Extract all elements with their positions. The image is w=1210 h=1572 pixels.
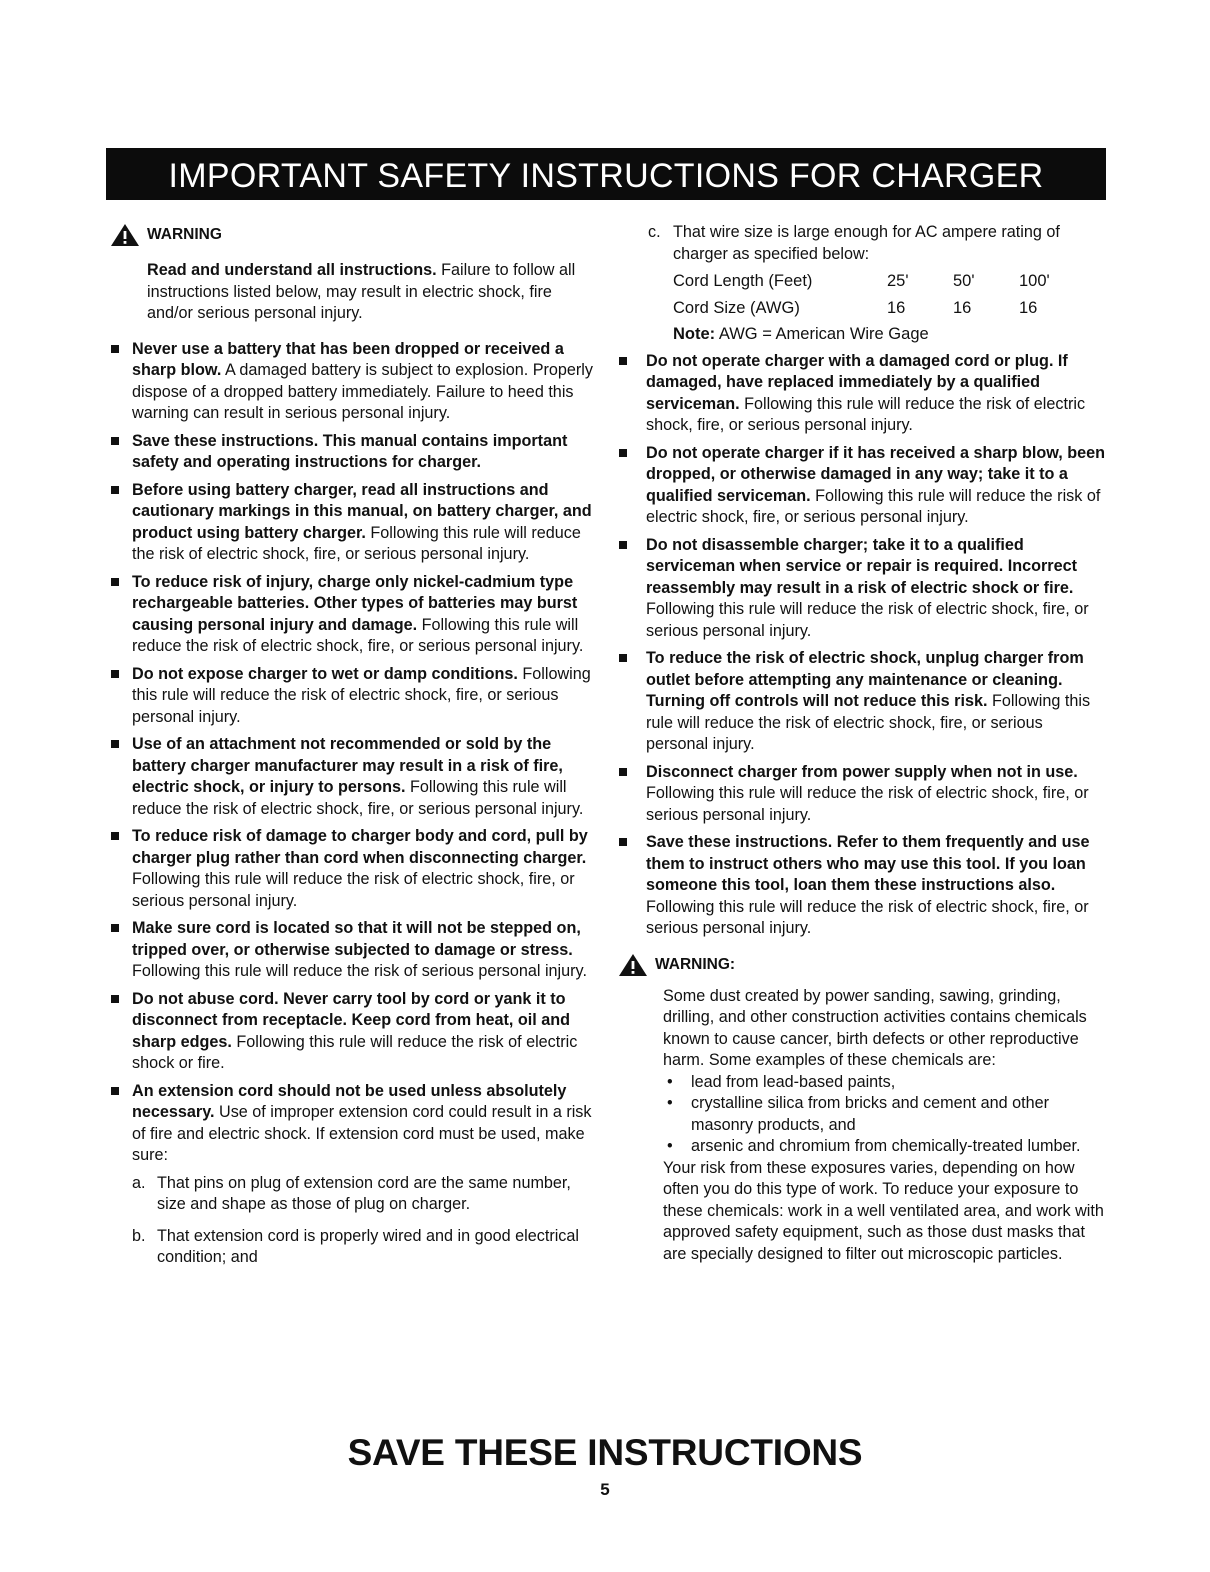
bullet-bold-text: To reduce risk of damage to charger body and cord, pull by charger plug rather than cord when disconnecting charger. (132, 827, 588, 867)
list-item (663, 1136, 1108, 1158)
save-instructions-heading: SAVE THESE INSTRUCTIONS (347, 1432, 863, 1473)
extension-item-c (648, 222, 1108, 265)
bullet-bold-text: To reduce risk of injury, charge only nickel-cadmium type rechargeable batteries. Other types of batteries may burst causing personal injury and damage. (132, 572, 578, 634)
note-text: AWG = American Wire Gage (715, 325, 929, 343)
square-bullet-icon (111, 670, 119, 678)
list-item (110, 1081, 595, 1167)
square-bullet-icon (619, 768, 627, 776)
square-bullet-icon (111, 345, 119, 353)
list-item (618, 762, 1108, 827)
list-item (110, 664, 595, 729)
list-item (618, 832, 1108, 940)
cord-length-label: Cord Length (Feet) (673, 272, 813, 290)
bullet-text: Following this rule will reduce the risk of electric shock or fire. (132, 1032, 578, 1072)
square-bullet-icon (111, 486, 119, 494)
list-item (110, 734, 595, 820)
bullet-text: Following this rule will reduce the risk of electric shock, fire, or serious personal injury. (132, 778, 584, 818)
dot-bullet-icon: • (667, 1137, 673, 1155)
square-bullet-icon (111, 924, 119, 932)
bullet-bold-text: Disconnect charger from power supply when not in use. (646, 762, 1078, 781)
square-bullet-icon (619, 838, 627, 846)
page-number: 5 (600, 1480, 610, 1499)
table-row (673, 269, 1085, 296)
list-item (618, 443, 1108, 529)
table-cell: 50' (953, 272, 975, 290)
bullet-bold-text: Do not expose charger to wet or damp conditions. (132, 664, 518, 683)
square-bullet-icon (619, 449, 627, 457)
item-text: That wire size is large enough for AC ampere rating of charger as specified below: (673, 223, 1060, 263)
bullet-text: A damaged battery is subject to explosion. Properly dispose of a dropped battery immediately. Failure to heed this warning can result in serious personal injury. (132, 361, 593, 422)
extension-item-b (132, 1226, 595, 1269)
bullet-text: Following this rule will reduce the risk of serious personal injury. (132, 962, 587, 980)
list-item (110, 918, 595, 983)
bullet-bold-text: Never use a battery that has been dropped or received a sharp blow. (132, 339, 564, 379)
table-cell: 25' (887, 272, 909, 290)
warning-text (147, 260, 595, 325)
warning-header (110, 222, 595, 248)
list-item (618, 535, 1108, 643)
bullet-bold-text: Use of an attachment not recommended or sold by the battery charger manufacturer may result in a risk of fire, electric shock, or injury to persons. (132, 735, 563, 796)
item-letter: b. (132, 1226, 146, 1245)
table-row (673, 322, 1085, 349)
left-column (110, 222, 595, 1269)
bullet-text: Following this rule will reduce the risk of electric shock, fire, or serious personal injury. (132, 523, 581, 563)
item-text: That extension cord is properly wired and in good electrical condition; and (157, 1226, 579, 1266)
square-bullet-icon (111, 437, 119, 445)
table-cell: 100' (1019, 272, 1050, 290)
list-item (110, 431, 595, 474)
bullet-text: Following this rule will reduce the risk of electric shock, fire, or serious personal injury. (132, 870, 575, 910)
list-item (110, 989, 595, 1075)
item-text: That pins on plug of extension cord are the same number, size and shape as those of plug on charger. (157, 1173, 571, 1213)
table-row (673, 296, 1085, 323)
square-bullet-icon (111, 1087, 119, 1095)
item-text: arsenic and chromium from chemically-treated lumber. (691, 1137, 1081, 1155)
cord-size-table (673, 269, 1085, 349)
bullet-bold-text: To reduce the risk of electric shock, unplug charger from outlet before attempting any maintenance or cleaning. Turning off controls will not reduce this risk. (646, 649, 1084, 710)
list-item (110, 339, 595, 425)
right-bullet-list (618, 351, 1108, 940)
item-letter: c. (648, 223, 661, 241)
square-bullet-icon (111, 740, 119, 748)
bullet-text: Following this rule will reduce the risk of electric shock, fire, or serious personal injury. (646, 897, 1089, 937)
dot-bullet-icon: • (667, 1094, 673, 1112)
bullet-bold-text: Do not abuse cord. Never carry tool by cord or yank it to disconnect from receptacle. Keep cord from heat, oil and sharp edges. (132, 989, 571, 1051)
bullet-bold-text: An extension cord should not be used unless absolutely necessary. (132, 1081, 567, 1121)
list-item (618, 648, 1108, 756)
list-item (110, 572, 595, 658)
warning-triangle-icon (110, 223, 140, 247)
cord-size-label: Cord Size (AWG) (673, 298, 800, 317)
list-item (663, 1093, 1108, 1136)
left-bullet-list (110, 339, 595, 1167)
bullet-text: Following this rule will reduce the risk of electric shock, fire, or serious personal injury. (646, 486, 1101, 526)
bullet-bold-text: Do not operate charger with a damaged cord or plug. If damaged, have replaced immediately by a qualified serviceman. (646, 351, 1068, 413)
square-bullet-icon (619, 357, 627, 365)
warning-bold-text: Read and understand all instructions. (147, 261, 437, 279)
square-bullet-icon (111, 995, 119, 1003)
dust-warning-intro: Some dust created by power sanding, sawing, grinding, drilling, and other construction activities contains chemicals known to cause cancer, birth defects or other reproductive harm. Some examples of these chemicals are: (663, 986, 1087, 1069)
warning-header (618, 952, 1108, 978)
bullet-bold-text: Save these instructions. Refer to them frequently and use them to instruct others who may use this tool. If you loan someone this tool, loan them these instructions also. (646, 833, 1090, 894)
table-cell: 16 (887, 298, 906, 317)
table-cell: 16 (1019, 298, 1038, 317)
bullet-text: Following this rule will reduce the risk of electric shock, fire, or serious personal injury. (646, 600, 1089, 640)
warning-label: WARNING: (655, 955, 736, 973)
right-column (618, 222, 1108, 1265)
dust-warning-outro: Your risk from these exposures varies, depending on how often you do this type of work. To reduce your exposure to these chemicals: work in a well ventilated area, and work with approved safety equipment, such as those dust masks that are specially designed to filter out microscopic particles. (663, 1158, 1104, 1263)
square-bullet-icon (619, 654, 627, 662)
bullet-bold-text: Save these instructions. This manual contains important safety and operating instructions for charger. (132, 431, 568, 471)
chemical-list (663, 1072, 1108, 1158)
bullet-text: Following this rule will reduce the risk of electric shock, fire, or serious personal injury. (646, 394, 1086, 434)
list-item (618, 351, 1108, 437)
dust-warning-text (663, 986, 1108, 1266)
bullet-text: Following this rule will reduce the risk of electric shock, fire, or serious personal injury. (646, 692, 1091, 753)
square-bullet-icon (111, 578, 119, 586)
bullet-bold-text: Before using battery charger, read all instructions and cautionary markings in this manual, on battery charger, and product using battery charger. (132, 480, 592, 542)
item-letter: a. (132, 1173, 146, 1192)
warning-label: WARNING (147, 226, 222, 244)
bullet-bold-text: Do not disassemble charger; take it to a qualified serviceman when service or repair is required. Incorrect reassembly may result in a risk of electric shock or fire. (646, 535, 1077, 597)
item-text: lead from lead-based paints, (691, 1072, 896, 1091)
bullet-text: Use of improper extension cord could result in a risk of fire and electric shock. If extension cord must be used, make sure: (132, 1103, 592, 1164)
table-cell: 16 (953, 298, 972, 317)
note-label: Note: (673, 325, 716, 343)
item-text: crystalline silica from bricks and cement and other masonry products, and (691, 1094, 1050, 1134)
bullet-text: Following this rule will reduce the risk of electric shock, fire, or serious personal injury. (646, 784, 1089, 824)
bullet-text: Following this rule will reduce the risk of electric shock, fire, or serious personal injury. (132, 664, 591, 726)
bullet-bold-text: Do not operate charger if it has received a sharp blow, been dropped, or otherwise damaged in any way; take it to a qualified serviceman. (646, 443, 1106, 505)
warning-body-text: Failure to follow all instructions listed below, may result in electric shock, fire and/or serious personal injury. (147, 261, 576, 322)
square-bullet-icon (619, 541, 627, 549)
page-title: IMPORTANT SAFETY INSTRUCTIONS FOR CHARGER (106, 148, 1106, 200)
list-item (110, 826, 595, 912)
table-note (673, 322, 1085, 349)
list-item (663, 1072, 1108, 1094)
dot-bullet-icon: • (667, 1072, 673, 1091)
bullet-text: Following this rule will reduce the risk of electric shock, fire, or serious personal injury. (132, 615, 584, 655)
extension-item-a (132, 1173, 595, 1216)
warning-triangle-icon (618, 953, 648, 977)
list-item (110, 480, 595, 566)
bullet-bold-text: Make sure cord is located so that it will not be stepped on, tripped over, or otherwise subjected to damage or stress. (132, 919, 581, 959)
square-bullet-icon (111, 832, 119, 840)
